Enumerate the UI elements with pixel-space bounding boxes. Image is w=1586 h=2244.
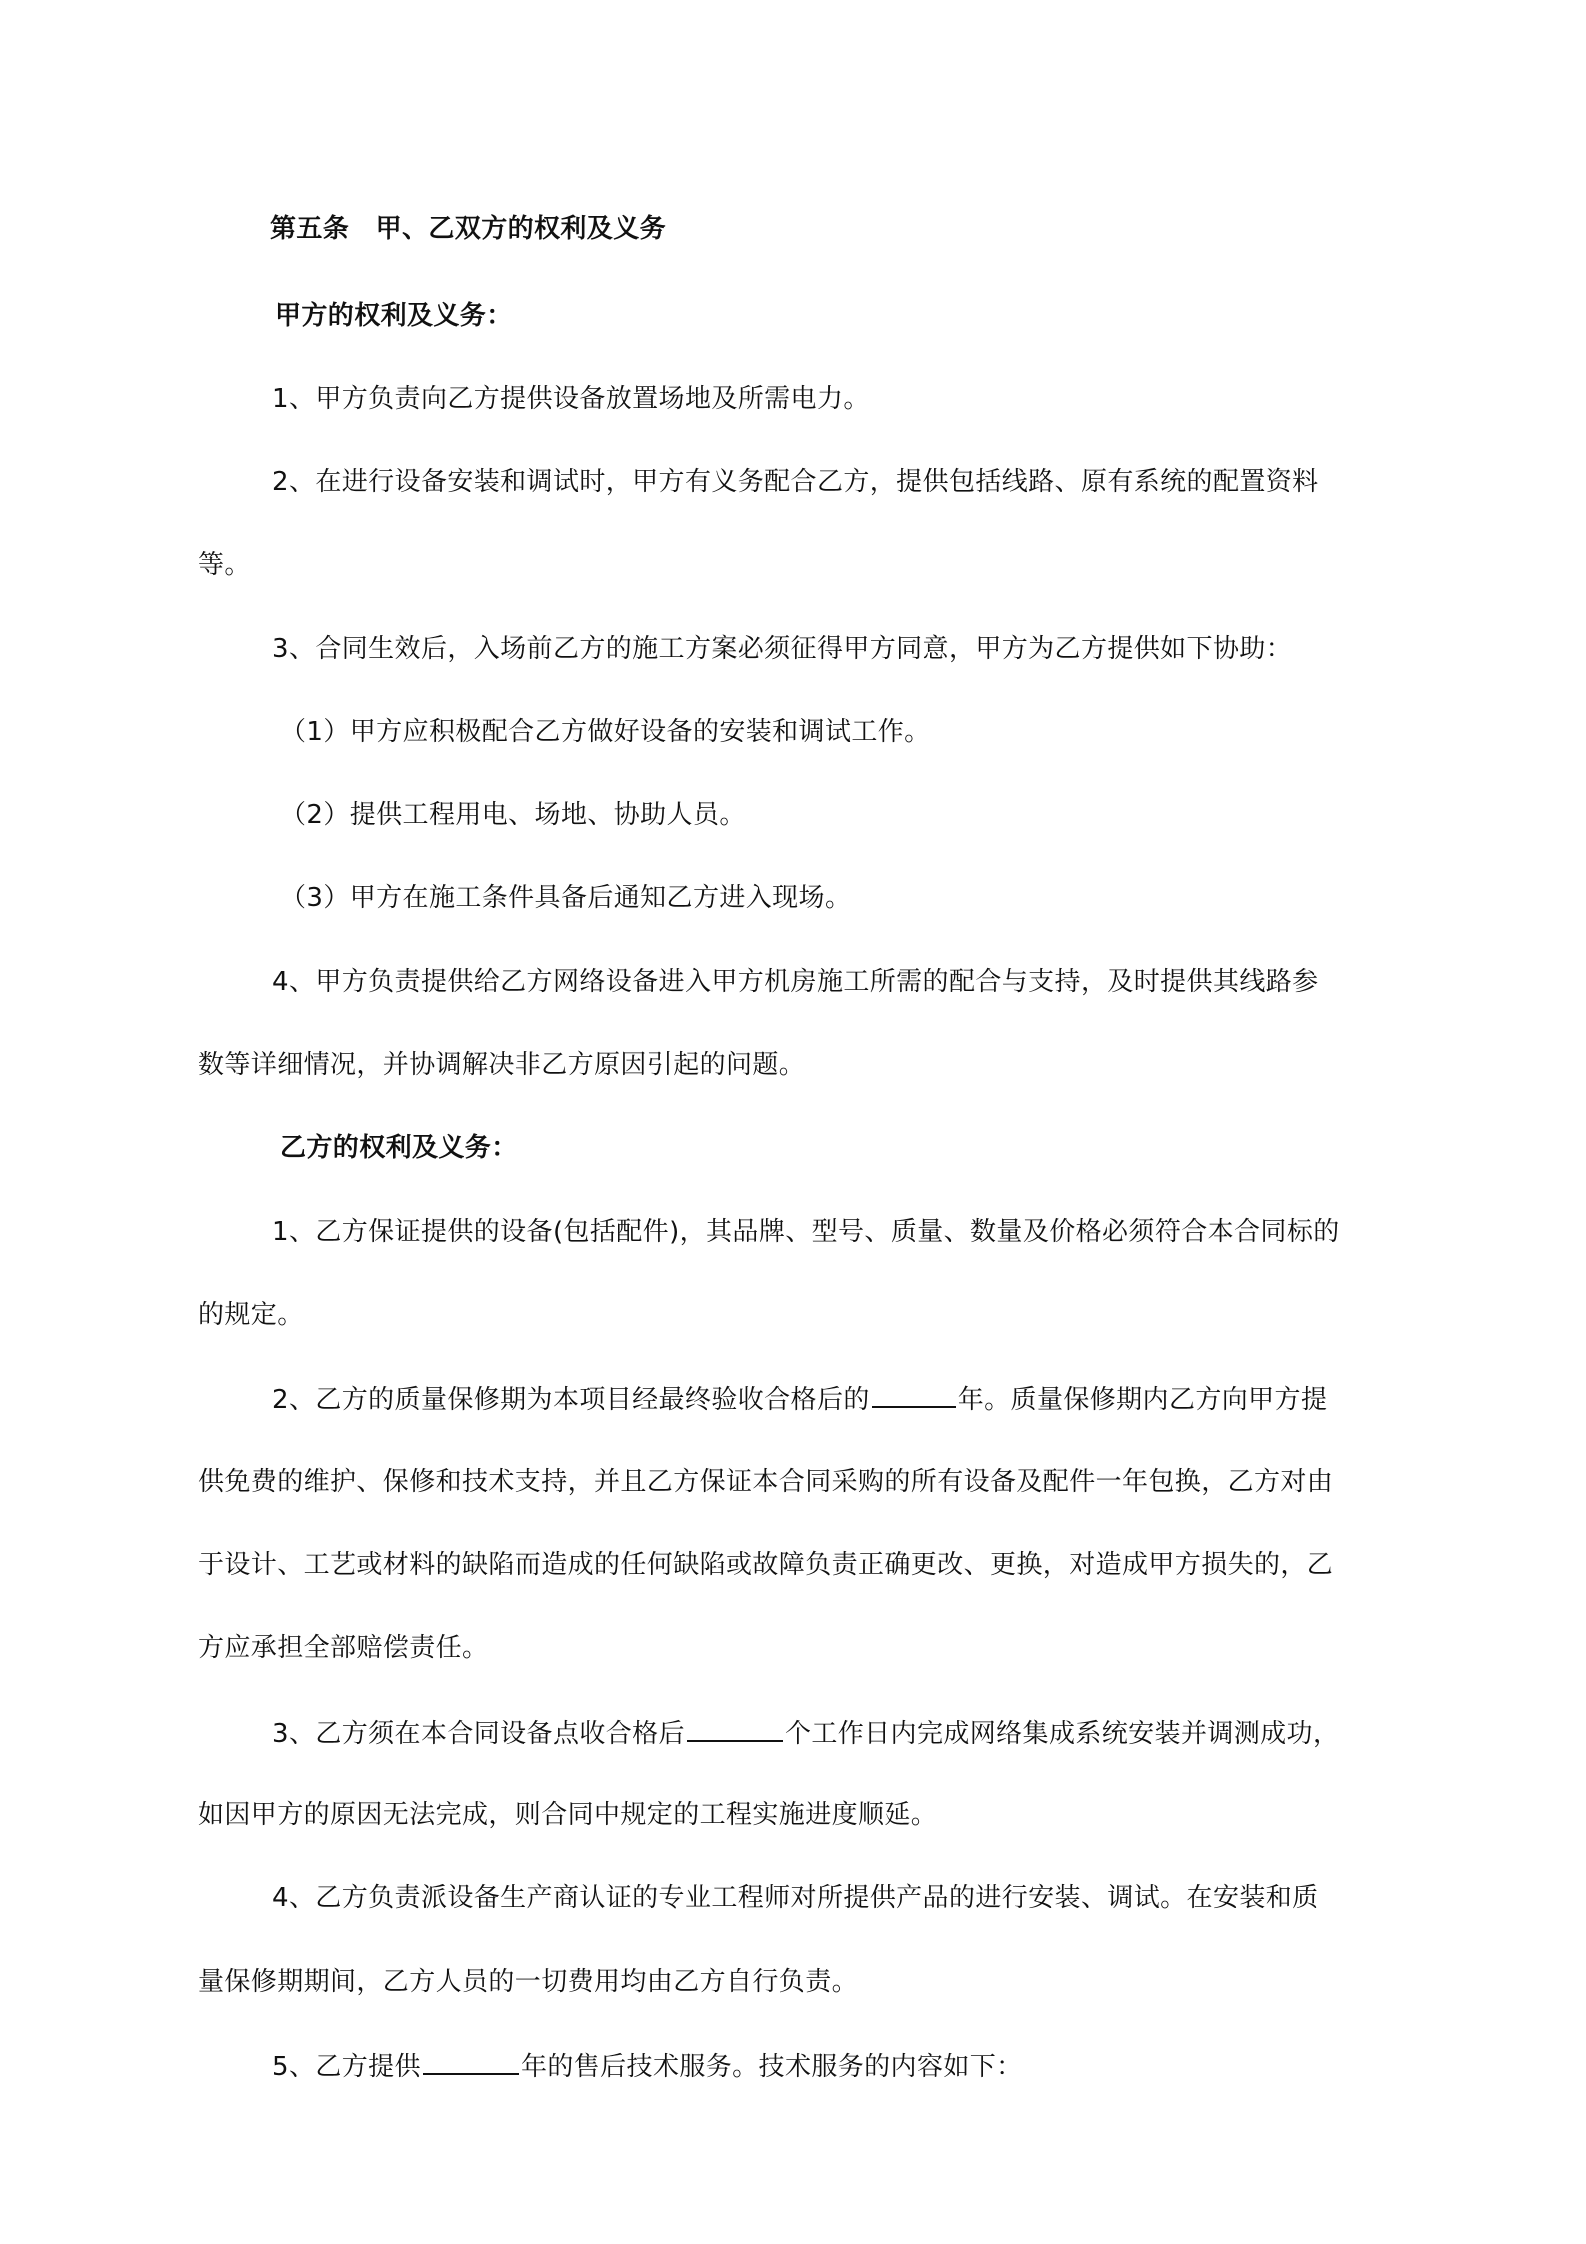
party-b-item-3-text-b: 个工作日内完成网络集成系统安装并调测成功，: [784, 1719, 1340, 1749]
party-b-item-4-line-2: 量保修期期间，乙方人员的一切费用均由乙方自行负责。: [198, 1967, 859, 1997]
party-a-item-2-line-2: 等。: [198, 550, 251, 580]
party-a-sub-item-2: （2）提供工程用电、场地、协助人员。: [280, 800, 746, 830]
party-b-item-4-line-1: 4、乙方负责派设备生产商认证的专业工程师对所提供产品的进行安装、调试。在安装和质: [272, 1883, 1319, 1913]
party-a-item-2-line-1: 2、在进行设备安装和调试时，甲方有义务配合乙方，提供包括线路、原有系统的配置资料: [272, 467, 1319, 497]
party-b-item-1-line-2: 的规定。: [198, 1300, 304, 1330]
warranty-years-blank[interactable]: [872, 1380, 956, 1408]
party-a-item-4-line-2: 数等详细情况，并协调解决非乙方原因引起的问题。: [198, 1050, 806, 1080]
service-years-blank[interactable]: [423, 2047, 519, 2075]
party-a-heading: 甲方的权利及义务：: [275, 301, 513, 331]
party-b-item-1-line-1: 1、乙方保证提供的设备(包括配件)，其品牌、型号、质量、数量及价格必须符合本合同标的: [272, 1217, 1340, 1247]
work-days-blank[interactable]: [687, 1714, 783, 1742]
party-b-item-2-line-2: 供免费的维护、保修和技术支持，并且乙方保证本合同采购的所有设备及配件一年包换，乙方对由: [198, 1467, 1334, 1497]
party-b-item-5-text-a: 5、乙方提供: [272, 2052, 421, 2082]
party-b-item-2-text-b: 年。质量保修期内乙方向甲方提: [957, 1385, 1328, 1415]
article-title: 第五条 甲、乙双方的权利及义务: [270, 214, 667, 244]
party-a-sub-item-3: （3）甲方在施工条件具备后通知乙方进入现场。: [280, 883, 852, 913]
party-b-item-2-line-3: 于设计、工艺或材料的缺陷而造成的任何缺陷或故障负责正确更改、更换，对造成甲方损失的，乙: [198, 1550, 1334, 1580]
party-a-item-4-line-1: 4、甲方负责提供给乙方网络设备进入甲方机房施工所需的配合与支持，及时提供其线路参: [272, 967, 1319, 997]
party-b-item-2-text-a: 2、乙方的质量保修期为本项目经最终验收合格后的: [272, 1385, 870, 1415]
party-a-item-3: 3、合同生效后，入场前乙方的施工方案必须征得甲方同意，甲方为乙方提供如下协助：: [272, 634, 1293, 664]
party-b-item-3-text-a: 3、乙方须在本合同设备点收合格后: [272, 1719, 685, 1749]
party-b-item-3-line-2: 如因甲方的原因无法完成，则合同中规定的工程实施进度顺延。: [198, 1800, 938, 1830]
party-b-item-2-line-4: 方应承担全部赔偿责任。: [198, 1633, 489, 1663]
party-a-item-1: 1、甲方负责向乙方提供设备放置场地及所需电力。: [272, 384, 870, 414]
party-a-sub-item-1: （1）甲方应积极配合乙方做好设备的安装和调试工作。: [280, 717, 931, 747]
party-b-heading: 乙方的权利及义务：: [280, 1133, 518, 1163]
party-b-item-5-text-b: 年的售后技术服务。技术服务的内容如下：: [520, 2052, 1023, 2082]
party-b-item-5: [272, 2047, 1023, 2085]
party-b-item-3-line-1: [272, 1714, 1339, 1752]
party-b-item-2-line-1: [272, 1380, 1327, 1418]
